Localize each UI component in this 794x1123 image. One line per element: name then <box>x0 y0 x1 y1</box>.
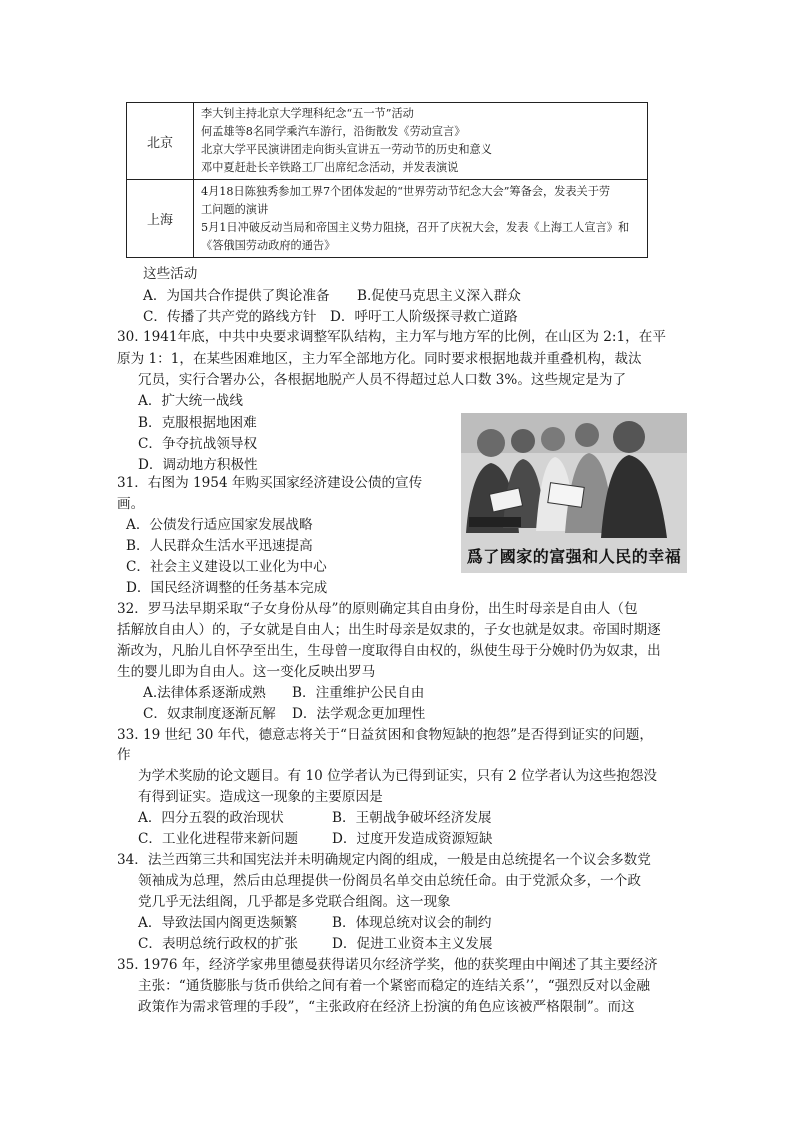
q34-stem-line: 领袖成为总理，然后由总理提供一份阁员名单交由总统任命。由于党派众多，一个政 <box>138 873 641 889</box>
table-row-shanghai <box>127 179 647 257</box>
q32-stem-line: 括解放自由人）的，子女就是自由人；出生时母亲是奴隶的，子女也就是奴隶。帝国时期逐 <box>117 622 661 638</box>
q30-option-a: A．扩大统一战线 <box>138 393 243 409</box>
q30-option-b: B．克服根据地困难 <box>138 415 257 431</box>
q32-stem-line: 32．罗马法早期采取“子女身份从母”的原则确定其自由身份，出生时母亲是自由人（包 <box>117 601 638 617</box>
q30-option-d: D．调动地方积极性 <box>138 457 258 473</box>
q34-option-b: B．体现总统对议会的制约 <box>332 915 492 931</box>
q29-option-c: C．传播了共产党的路线方针 <box>143 309 317 325</box>
table-cell-line: 工问题的演讲 <box>201 203 269 216</box>
q31-option-d: D．国民经济调整的任务基本完成 <box>126 580 328 596</box>
table-cell-line: 北京大学平民演讲团走向街头宣讲五一劳动节的历史和意义 <box>201 143 492 156</box>
table-cell-line: 李大钊主持北京大学理科纪念“五一节”活动 <box>201 107 414 120</box>
table-cell-line: 5月1日冲破反动当局和帝国主义势力阻挠，召开了庆祝大会，发表《上海工人宣言》和 <box>201 221 630 234</box>
activity-table <box>126 102 648 258</box>
q29-option-b: B.促使马克思主义深入群众 <box>357 288 521 304</box>
q31-option-c: C．社会主义建设以工业化为中心 <box>126 559 327 575</box>
q30-stem-line: 原为 1：1，在某些困难地区，主力军全部地方化。同时要求根据地裁并重叠机构，裁汰 <box>117 351 642 367</box>
q29-option-d: D．呼吁工人阶级探寻救亡道路 <box>330 309 518 325</box>
q31-stem-line: 画。 <box>117 496 145 512</box>
table-cell-line: 《答俄国劳动政府的通告》 <box>201 239 336 252</box>
q31-option-b: B．人民群众生活水平迅速提高 <box>126 538 313 554</box>
q30-stem-line: 30. 1941年底，中共中央要求调整军队结构，主力军与地方军的比例，在山区为 2:1，在平 <box>117 329 666 345</box>
q33-option-b: B．王朝战争破坏经济发展 <box>332 810 492 826</box>
q31-stem-line: 31．右图为 1954 年购买国家经济建设公债的宣传 <box>117 475 423 491</box>
table-row-beijing <box>127 103 647 180</box>
q34-option-a: A．导致法国内阁更迭频繁 <box>138 915 298 931</box>
table-cell-line: 邓中夏赶赴长辛铁路工厂出席纪念活动，并发表演说 <box>201 161 459 174</box>
q34-option-c: C．表明总统行政权的扩张 <box>138 936 298 952</box>
poster-caption: 爲了國家的富强和人民的幸福 <box>466 547 682 566</box>
q35-stem-line: 政策作为需求管理的手段”，“主张政府在经济上扮演的角色应该被严格限制”。而这 <box>138 999 635 1015</box>
table-city-cell: 上海 <box>127 179 194 257</box>
q33-stem-line: 33. 19 世纪 30 年代，德意志将关于“日益贫困和食物短缺的抱怨”是否得到证实的问题， <box>117 727 653 743</box>
table-content-cell <box>201 183 643 255</box>
q30-stem-line: 冗员，实行合署办公，各根据地脱产人员不得超过总人口数 3%。这些规定是为了 <box>138 372 627 388</box>
table-content-cell <box>201 105 643 177</box>
table-cell-line: 何孟雄等8名同学乘汽车游行，沿街散发《劳动宣言》 <box>201 125 466 138</box>
q34-stem-line: 党几乎无法组阁，几乎都是多党联合组阁。这一现象 <box>138 894 451 910</box>
q33-stem-line: 作 <box>117 747 131 763</box>
q32-option-b: B．注重维护公民自由 <box>292 685 425 701</box>
q35-stem-line: 35. 1976 年，经济学家弗里德曼获得诺贝尔经济学奖，他的获奖理由中阐述了其主要经济 <box>117 957 658 973</box>
q33-option-a: A．四分五裂的政治现状 <box>138 810 284 826</box>
q29-stem: 这些活动 <box>143 266 198 282</box>
q35-stem-line: 主张：“通货膨胀与货币供给之间有着一个紧密而稳定的连结关系’’，“强烈反对以金融 <box>138 978 650 994</box>
q34-stem-line: 34．法兰西第三共和国宪法并未明确规定内阁的组成，一般是由总统提名一个议会多数党 <box>117 852 651 868</box>
q32-option-a: A.法律体系逐渐成熟 <box>143 685 266 701</box>
q32-option-d: D．法学观念更加理性 <box>292 706 426 722</box>
bond-propaganda-poster <box>461 413 687 573</box>
q31-option-a: A．公债发行适应国家发展战略 <box>126 517 313 533</box>
q33-option-c: C．工业化进程带来新问题 <box>138 831 298 847</box>
q32-stem-line: 渐改为，凡胎儿自怀孕至出生，生母曾一度取得自由权的，纵使生母于分娩时仍为奴隶，出 <box>117 643 661 659</box>
q30-option-c: C．争夺抗战领导权 <box>138 436 258 452</box>
q33-stem-line: 为学术奖励的论文题目。有 10 位学者认为已得到证实，只有 2 位学者认为这些抱怨没 <box>138 768 658 784</box>
q32-option-c: C．奴隶制度逐渐瓦解 <box>143 706 276 722</box>
q29-option-a: A．为国共合作提供了舆论准备 <box>143 288 330 304</box>
table-city-cell: 北京 <box>127 103 194 179</box>
q33-stem-line: 有得到证实。造成这一现象的主要原因是 <box>138 789 383 805</box>
q34-option-d: D．促进工业资本主义发展 <box>332 936 493 952</box>
q32-stem-line: 生的婴儿即为自由人。这一变化反映出罗马 <box>117 664 376 680</box>
q33-option-d: D．过度开发造成资源短缺 <box>332 831 493 847</box>
table-cell-line: 4月18日陈独秀参加工界7个团体发起的“世界劳动节纪念大会”筹备会，发表关于劳 <box>201 185 611 198</box>
